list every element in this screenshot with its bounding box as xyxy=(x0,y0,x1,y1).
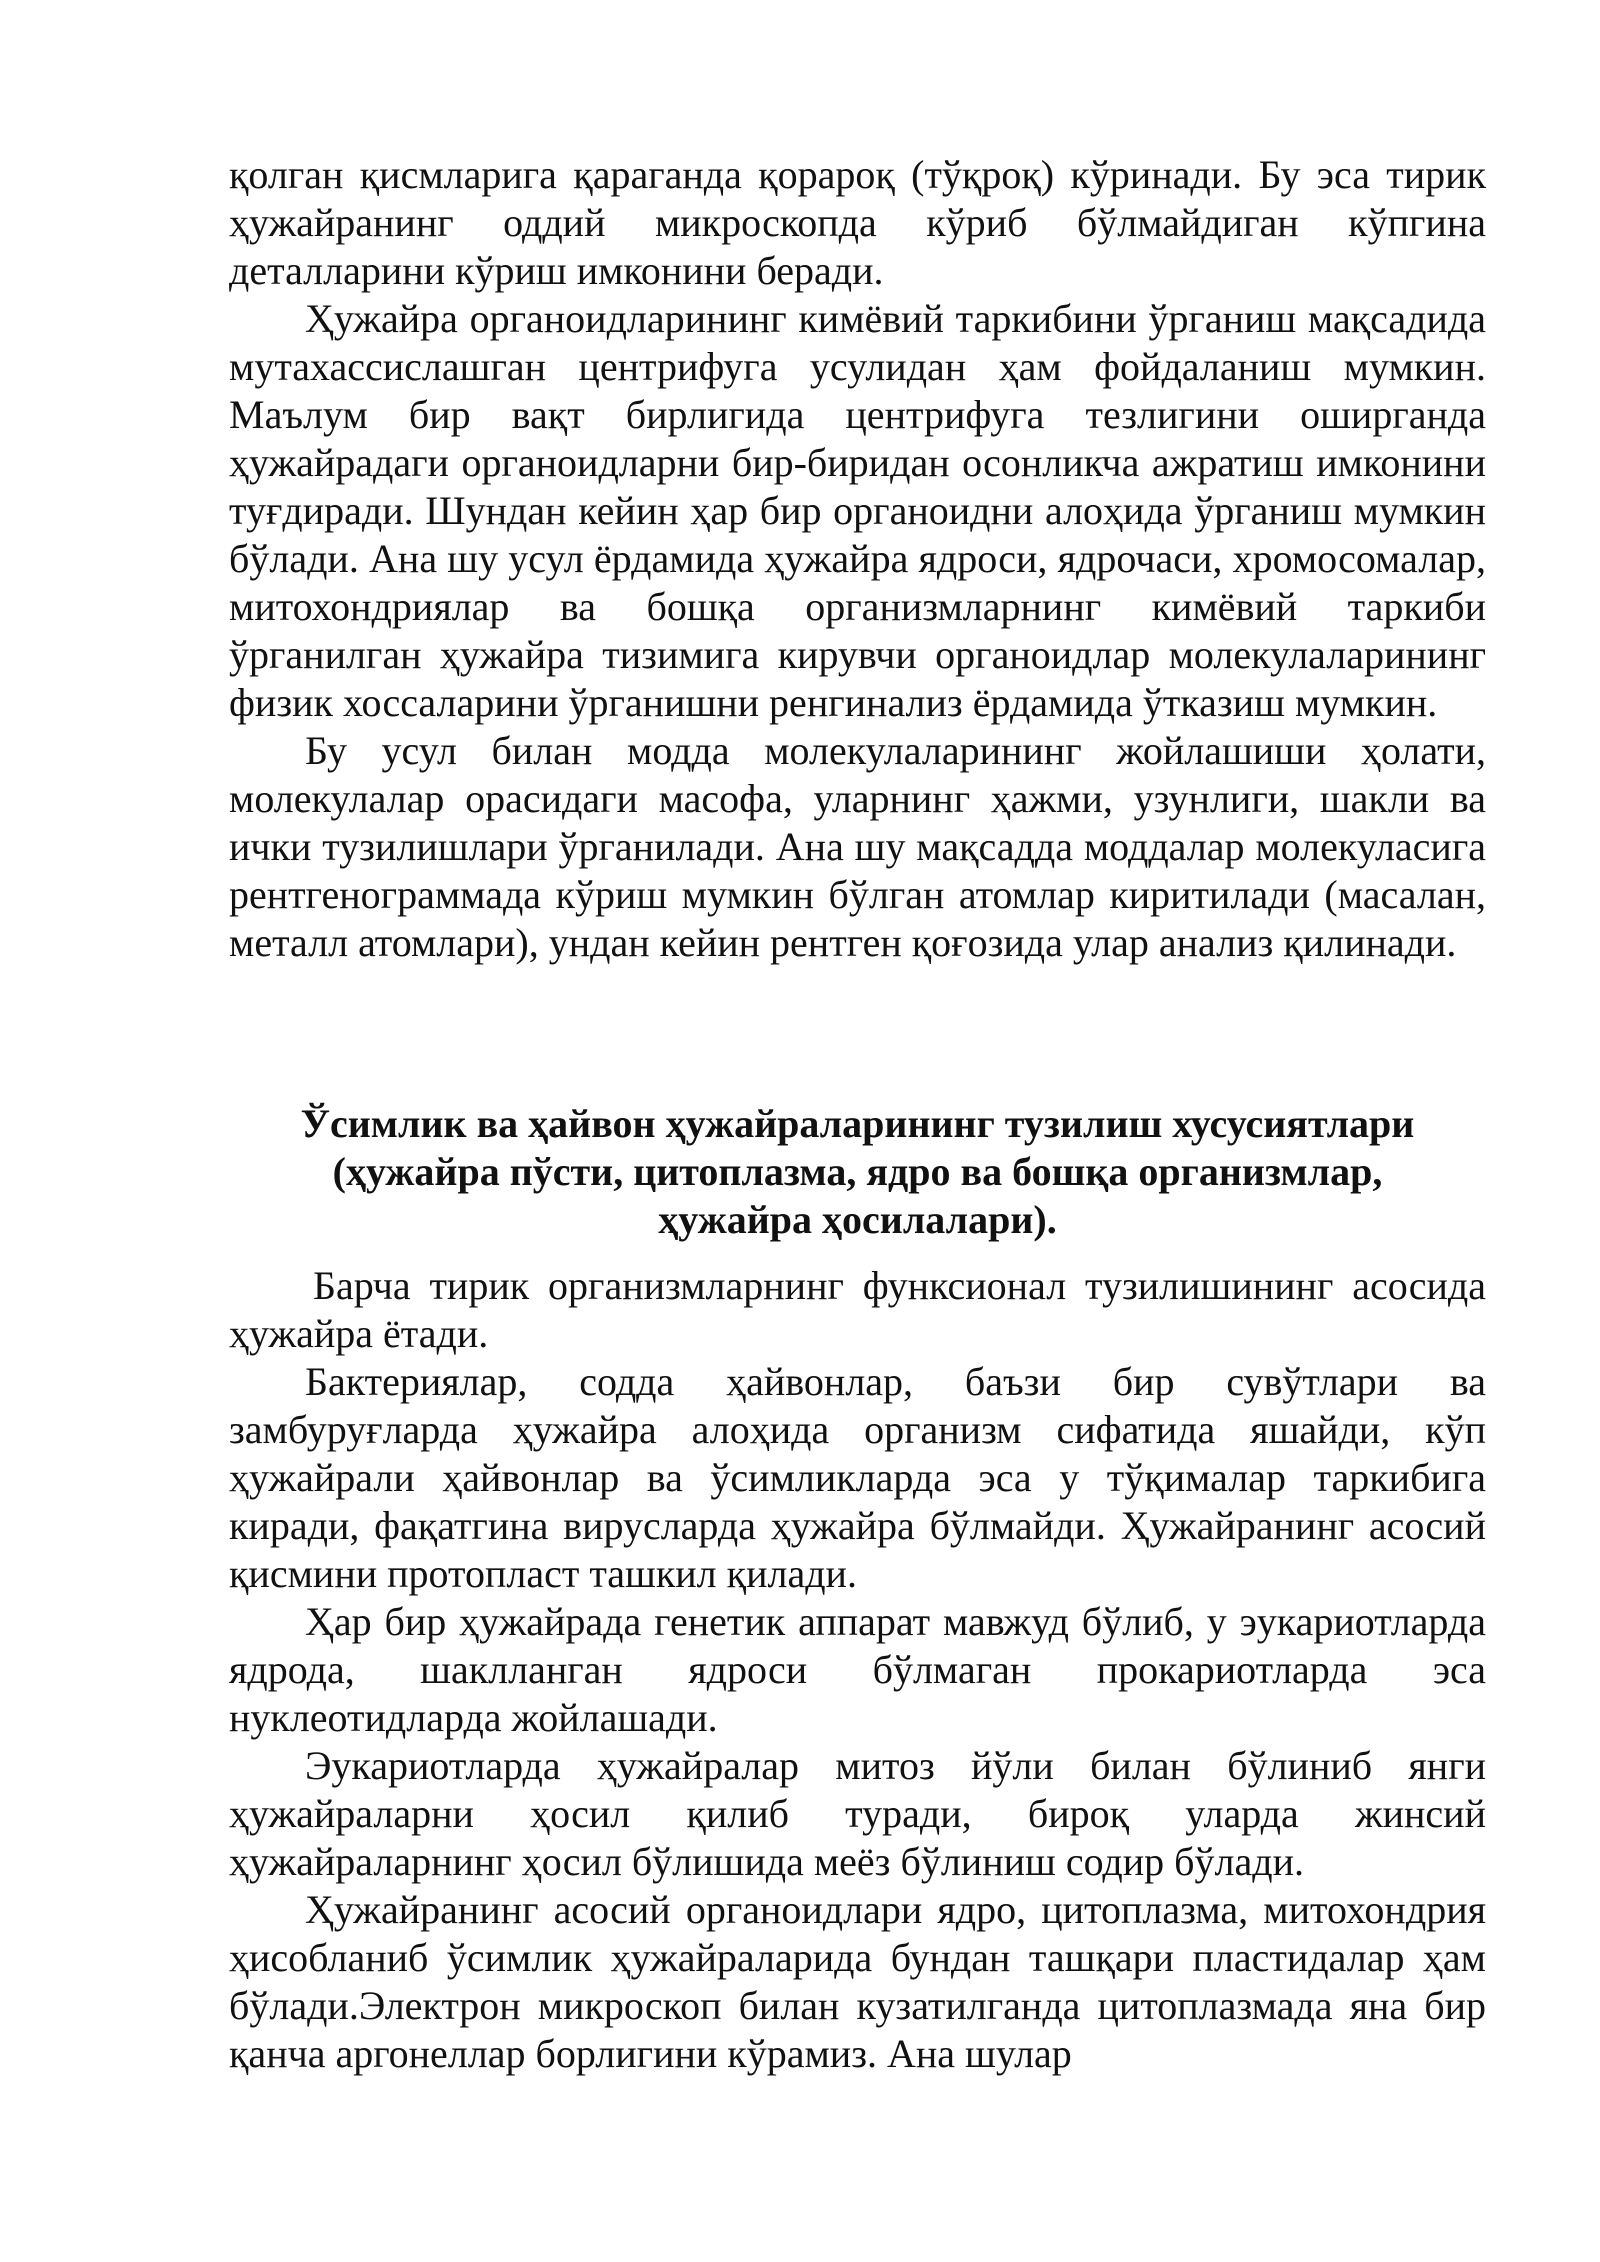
section-heading xyxy=(229,1100,1486,1244)
paragraph: Барча тирик организмларнинг функсионал тузилишининг асосида ҳужайра ётади. xyxy=(229,1263,1486,1356)
paragraph: Ҳужайра органоидларининг кимёвий таркибини ўрганиш мақсадида мутахассислашган центрифуга усулидан ҳам фойдаланиш мумкин. Маълум бир вақт бирлигида центрифуга тезлигини оширганда ҳужайрадаги органоидларни бир-биридан осонликча ажратиш имконини туғдиради. Шундан кейин ҳар бир органоидни алоҳида ўрганиш мумкин бўлади. Ана шу усул ёрдамида ҳужайра ядроси, ядрочаси, хромосомалар, митохондриялар ва бошқа организмларнинг кимёвий таркиби ўрганилган ҳужайра тизимига кирувчи органоидлар молекулаларининг физик хоссаларини ўрганишни ренгинализ ёрдамида ўтказиш мумкин. xyxy=(229,296,1486,725)
heading-line: (ҳужайра пўсти, цитоплазма, ядро ва бошқа организмлар, xyxy=(332,1149,1383,1194)
paragraph: Ҳужайранинг асосий органоидлари ядро, цитоплазма, митохондрия ҳисобланиб ўсимлик ҳужайраларида бундан ташқари пластидалар ҳам бўлади.Электрон микроскоп билан кузатилганда цитоплазмада яна бир қанча аргонеллар борлигини кўрамиз. Ана шулар xyxy=(229,1887,1486,2076)
paragraph: Бактериялар, содда ҳайвонлар, баъзи бир сувўтлари ва замбуруғларда ҳужайра алоҳида организм сифатида яшайди, кўп ҳужайрали ҳайвонлар ва ўсимликларда эса у тўқималар таркибига киради, фақатгина вирусларда ҳужайра бўлмайди. Ҳужайранинг асосий қисмини протопласт ташкил қилади. xyxy=(229,1359,1486,1596)
heading-line: ҳужайра ҳосилалари). xyxy=(658,1197,1057,1242)
body-text-bottom xyxy=(229,1262,1486,2078)
paragraph: Эукариотларда ҳужайралар митоз йўли билан бўлиниб янги ҳужайраларни ҳосил қилиб туради, бироқ уларда жинсий ҳужайраларнинг ҳосил бўлишида меёз бўлиниш содир бўлади. xyxy=(229,1743,1486,1884)
paragraph: Ҳар бир ҳужайрада генетик аппарат мавжуд бўлиб, у эукариотларда ядрода, шаклланган ядроси бўлмаган прокариотларда эса нуклеотидларда жойлашади. xyxy=(229,1599,1486,1740)
body-text-top xyxy=(229,151,1486,967)
heading-line: Ўсимлик ва ҳайвон ҳужайраларининг тузилиш хусусиятлари xyxy=(300,1101,1415,1146)
paragraph: қолган қисмларига қараганда қорароқ (тўқроқ) кўринади. Бу эса тирик ҳужайранинг оддий микроскопда кўриб бўлмайдиган кўпгина деталларини кўриш имконини беради. xyxy=(229,152,1486,293)
paragraph: Бу усул билан модда молекулаларининг жойлашиши ҳолати, молекулалар орасидаги масофа, уларнинг ҳажми, узунлиги, шакли ва ички тузилишлари ўрганилади. Ана шу мақсадда моддалар молекуласига рентгенограммада кўриш мумкин бўлган атомлар киритилади (масалан, металл атомлари), ундан кейин рентген қоғозида улар анализ қилинади. xyxy=(229,728,1486,965)
